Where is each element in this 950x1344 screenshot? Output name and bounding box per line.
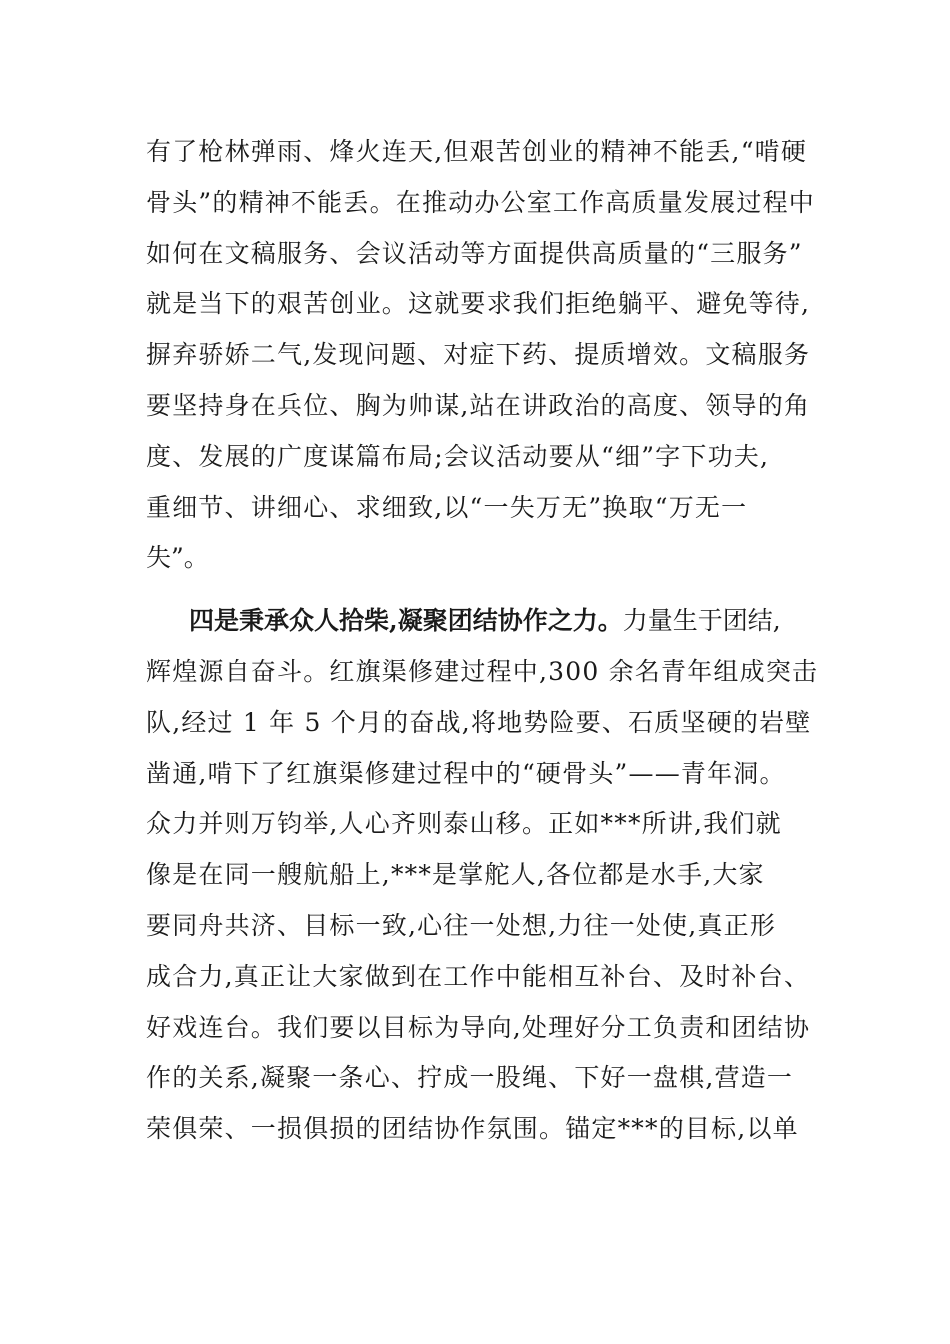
paragraph-line: 如何在文稿服务、会议活动等方面提供高质量的“三服务” — [146, 238, 803, 268]
paragraph-line: 作的关系,凝聚一条心、拧成一股绳、下好一盘棋,营造一 — [146, 1063, 794, 1093]
paragraph-line: 辉煌源自奋斗。红旗渠修建过程中,300 余名青年组成突击 — [146, 656, 819, 686]
section-heading: 四是秉承众人拾柴,凝聚团结协作之力。 — [189, 606, 623, 636]
paragraph-spacer — [146, 584, 836, 596]
paragraph-line: 好戏连台。我们要以目标为导向,处理好分工负责和团结协 — [146, 1012, 811, 1042]
paragraph-hard-work — [146, 127, 836, 584]
paragraph-line: 要坚持身在兵位、胸为帅谋,站在讲政治的高度、领导的角 — [146, 390, 811, 420]
paragraph-line: 荣俱荣、一损俱损的团结协作氛围。锚定***的目标,以单 — [146, 1114, 799, 1144]
paragraph-teamwork — [146, 596, 836, 1155]
paragraph-line: 度、发展的广度谋篇布局;会议活动要从“细”字下功夫, — [146, 441, 770, 471]
paragraph-line: 凿通,啃下了红旗渠修建过程中的“硬骨头”——青年洞。 — [146, 758, 786, 788]
paragraph-line: 要同舟共济、目标一致,心往一处想,力往一处使,真正形 — [146, 910, 777, 940]
paragraph-line: 像是在同一艘航船上,***是掌舵人,各位都是水手,大家 — [146, 860, 765, 890]
heading-continuation: 力量生于团结, — [622, 606, 781, 636]
paragraph-line: 摒弃骄娇二气,发现问题、对症下药、提质增效。文稿服务 — [146, 340, 811, 370]
paragraph-line: 失”。 — [146, 543, 209, 573]
paragraph-line: 队,经过 1 年 5 个月的奋战,将地势险要、石质坚硬的岩壁 — [146, 707, 812, 737]
paragraph-line: 就是当下的艰苦创业。这就要求我们拒绝躺平、避免等待, — [146, 289, 811, 319]
paragraph-line: 骨头”的精神不能丢。在推动办公室工作高质量发展过程中 — [146, 187, 815, 217]
paragraph-line: 众力并则万钧举,人心齐则泰山移。正如***所讲,我们就 — [146, 809, 782, 839]
paragraph-line: 重细节、讲细心、求细致,以“一失万无”换取“万无一 — [146, 492, 748, 522]
paragraph-line: 有了枪林弹雨、烽火连天,但艰苦创业的精神不能丢,“啃硬 — [146, 137, 808, 166]
document-body — [146, 127, 836, 1155]
paragraph-line: 成合力,真正让大家做到在工作中能相互补台、及时补台、 — [146, 961, 811, 991]
paragraph-first-line — [146, 596, 836, 647]
